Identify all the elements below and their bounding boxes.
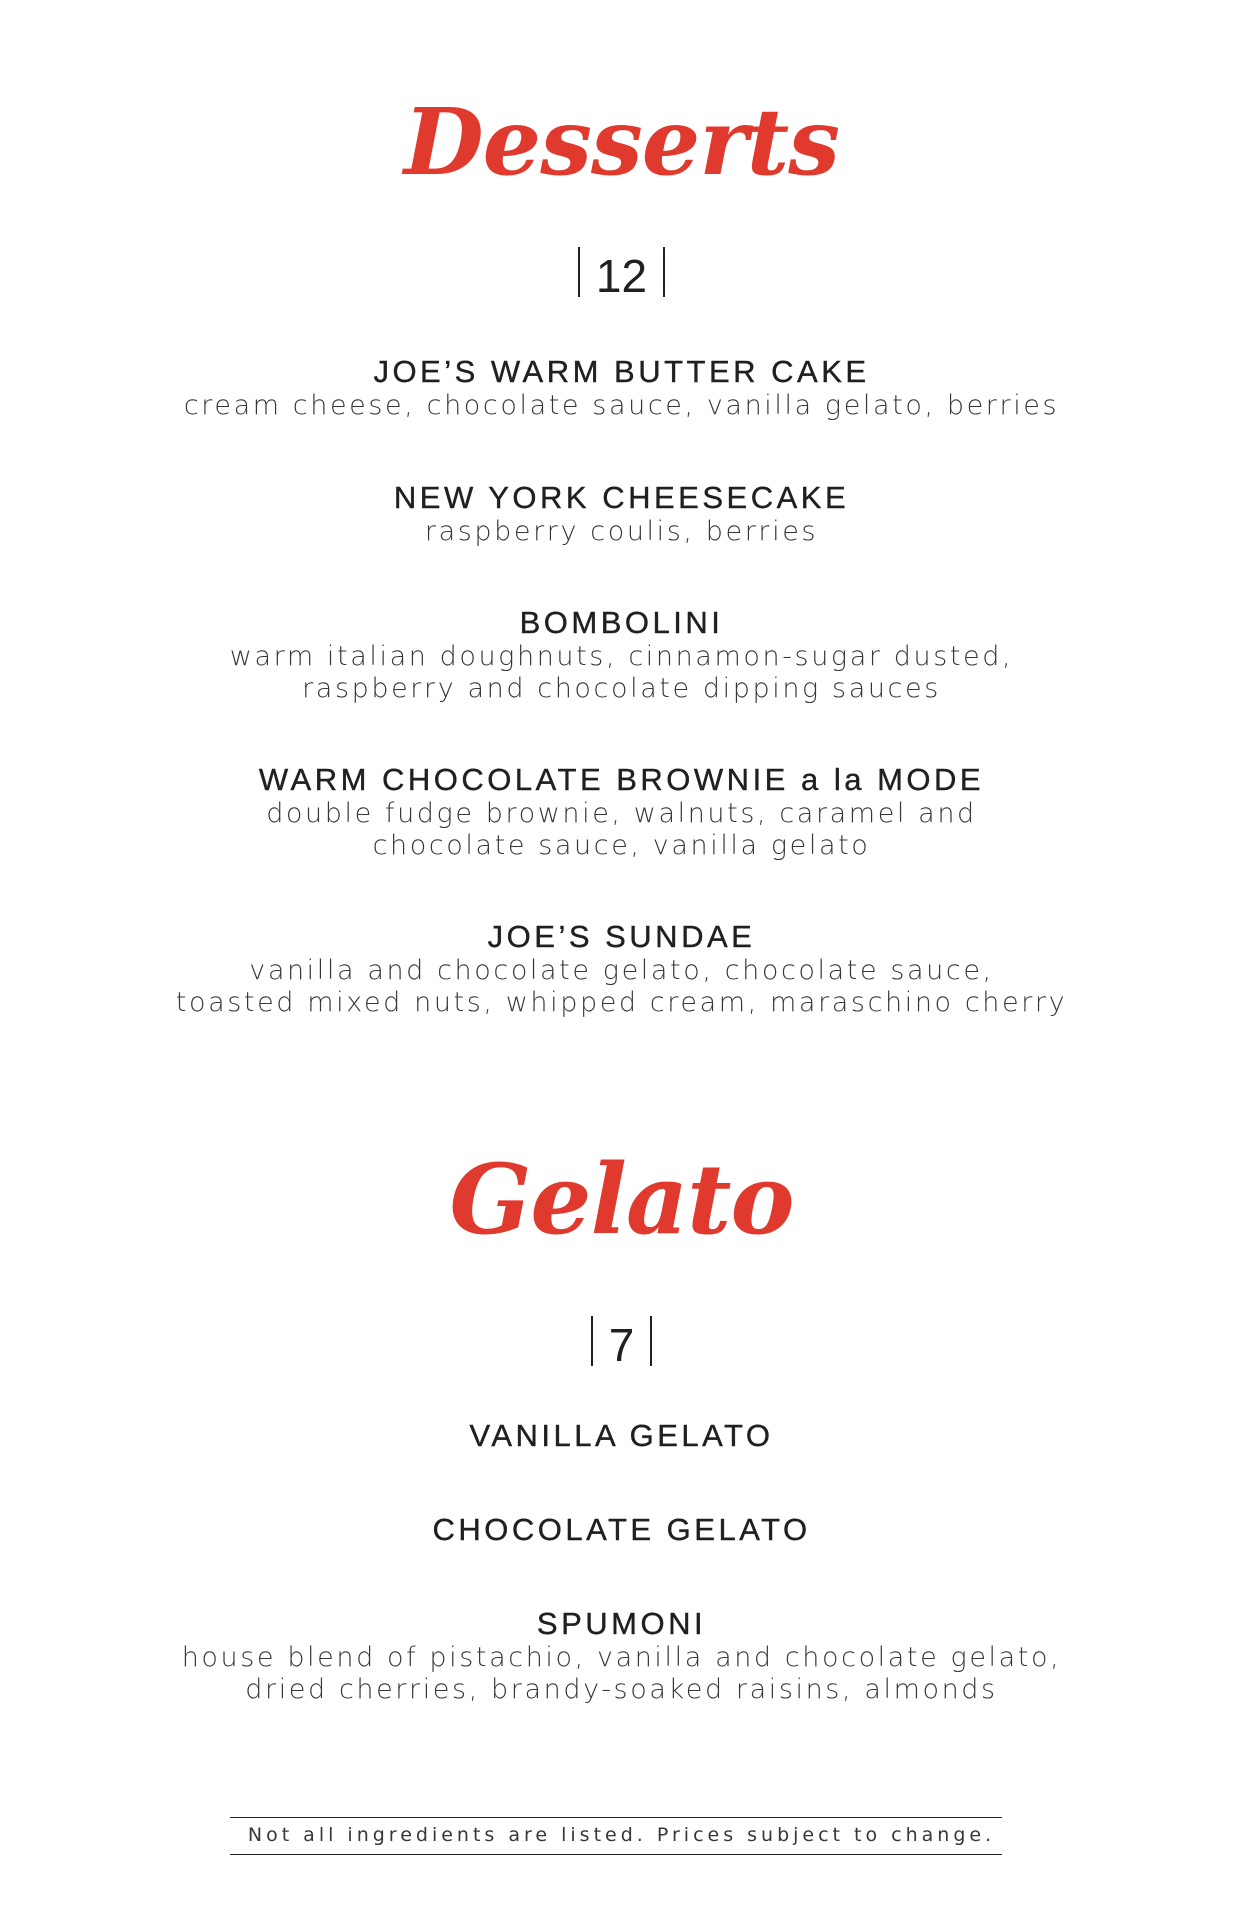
item-description: raspberry coulis, berries: [424, 516, 819, 547]
item-name: WARM CHOCOLATE BROWNIE a la MODE: [258, 762, 985, 797]
item-name: BOMBOLINI: [519, 605, 724, 640]
footer-rule-top: [230, 1817, 1002, 1818]
footer-rule-bottom: [230, 1854, 1002, 1855]
item-description: dried cherries, brandy-soaked raisins, almonds: [245, 1674, 998, 1705]
menu-item-cheesecake: [0, 480, 1243, 548]
item-description: house blend of pistachio, vanilla and chocolate gelato,: [181, 1642, 1062, 1673]
item-description: chocolate sauce, vanilla gelato: [372, 830, 871, 861]
item-description: raspberry and chocolate dipping sauces: [302, 673, 941, 704]
menu-item-butter-cake: [0, 354, 1243, 422]
price-divider-left: [578, 247, 580, 297]
item-description: vanilla and chocolate gelato, chocolate sauce,: [249, 955, 994, 986]
gelato-price: [0, 1313, 1243, 1373]
item-description: double fudge brownie, walnuts, caramel and: [266, 798, 977, 829]
gelato-title: Gelato: [449, 1143, 794, 1256]
item-description: toasted mixed nuts, whipped cream, maraschino cherry: [175, 987, 1068, 1018]
menu-item-sundae: [0, 919, 1243, 1019]
item-name: VANILLA GELATO: [469, 1418, 774, 1453]
price-divider-right: [663, 247, 665, 297]
item-name: JOE’S SUNDAE: [487, 919, 756, 954]
price-divider-right: [650, 1316, 652, 1366]
menu-item-spumoni: [0, 1606, 1243, 1706]
footer-note: Not all ingredients are listed. Prices subject to change.: [247, 1824, 996, 1846]
item-name: JOE’S WARM BUTTER CAKE: [373, 354, 870, 389]
desserts-price-value: 12: [595, 249, 648, 302]
item-name: NEW YORK CHEESECAKE: [393, 480, 850, 515]
menu-item-brownie: [0, 762, 1243, 862]
item-name: CHOCOLATE GELATO: [432, 1512, 811, 1547]
menu-item-bombolini: [0, 605, 1243, 705]
desserts-price: [0, 244, 1243, 304]
price-divider-left: [591, 1316, 593, 1366]
item-description: cream cheese, chocolate sauce, vanilla gelato, berries: [183, 390, 1060, 421]
gelato-price-value: 7: [608, 1318, 635, 1371]
item-description: warm italian doughnuts, cinnamon-sugar dusted,: [229, 641, 1014, 672]
menu-item-vanilla-gelato: [0, 1418, 1243, 1454]
item-name: SPUMONI: [536, 1606, 707, 1641]
menu-item-chocolate-gelato: [0, 1512, 1243, 1548]
desserts-title: Desserts: [403, 88, 840, 196]
